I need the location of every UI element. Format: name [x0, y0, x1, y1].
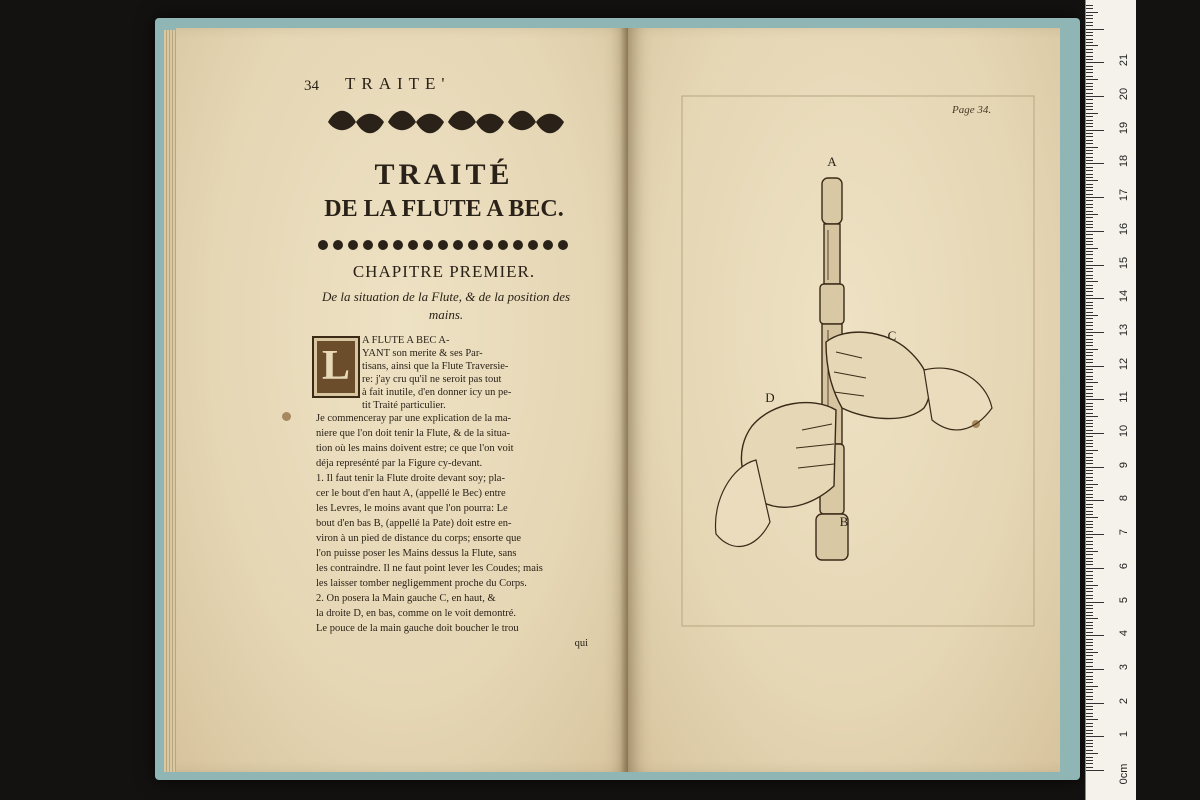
ruler-tick — [1086, 628, 1093, 629]
ruler-tick — [1086, 507, 1093, 508]
ruler-tick — [1086, 133, 1093, 134]
ruler-tick — [1086, 352, 1093, 353]
ruler-tick — [1086, 676, 1093, 677]
ruler-tick — [1086, 305, 1093, 306]
ruler-number: 5 — [1118, 596, 1130, 603]
ruler-tick — [1086, 399, 1104, 400]
ruler-tick — [1086, 537, 1093, 538]
ruler-tick — [1086, 349, 1098, 350]
ruler-tick — [1086, 281, 1098, 282]
ruler-tick — [1086, 386, 1093, 387]
ruler-tick — [1086, 99, 1093, 100]
ruler-tick — [1086, 531, 1093, 532]
ruler-tick — [1086, 595, 1093, 596]
ruler-tick — [1086, 618, 1098, 619]
ruler-tick — [1086, 285, 1093, 286]
label-b: B — [839, 514, 849, 529]
ruler-tick — [1086, 504, 1093, 505]
ruler-tick — [1086, 342, 1093, 343]
ruler-tick — [1086, 238, 1093, 239]
ruler-tick — [1086, 719, 1098, 720]
ruler-tick — [1086, 224, 1093, 225]
ruler-tick — [1086, 578, 1093, 579]
ruler-tick — [1086, 39, 1093, 40]
ruler-number: 14 — [1118, 290, 1130, 303]
ruler-tick — [1086, 679, 1093, 680]
ruler-tick — [1086, 291, 1093, 292]
ruler-tick — [1086, 318, 1093, 319]
ruler-tick — [1086, 268, 1093, 269]
ruler-tick — [1086, 32, 1093, 33]
text-line: re: j'ay cru qu'il ne seroit pas tout — [362, 374, 502, 385]
ruler-tick — [1086, 308, 1093, 309]
ruler-tick — [1086, 298, 1104, 299]
text-line: viron à un pied de distance du corps; ensorte que — [316, 533, 521, 544]
ruler-number: 15 — [1118, 256, 1130, 269]
ruler-tick — [1086, 69, 1093, 70]
ruler-tick — [1086, 197, 1104, 198]
ruler-tick — [1086, 93, 1093, 94]
ruler-tick — [1086, 251, 1093, 252]
ruler-tick — [1086, 706, 1093, 707]
subtitle-line: De la situation de la Flute, & de la position des — [321, 289, 571, 304]
ruler-tick — [1086, 217, 1093, 218]
ruler-tick — [1086, 521, 1093, 522]
text-line: niere que l'on doit tenir la Flute, & de la situa- — [316, 428, 511, 439]
ruler-tick — [1086, 632, 1093, 633]
ruler-number: 4 — [1118, 630, 1130, 637]
ruler-tick — [1086, 608, 1093, 609]
ornament-headpiece-icon — [320, 105, 570, 139]
ruler-tick — [1086, 180, 1098, 181]
ruler-tick — [1086, 686, 1098, 687]
ruler-tick — [1086, 659, 1093, 660]
ruler-tick — [1086, 605, 1093, 606]
ruler-tick — [1086, 642, 1093, 643]
ruler-tick — [1086, 345, 1093, 346]
ruler-tick — [1086, 322, 1093, 323]
ruler-tick — [1086, 652, 1098, 653]
title-sub: DE LA FLUTE A BEC. — [324, 196, 564, 222]
ruler-tick — [1086, 564, 1093, 565]
ruler-tick — [1086, 66, 1093, 67]
text-line: cer le bout d'en haut A, (appellé le Bec) entre — [316, 488, 506, 499]
ruler-tick — [1086, 585, 1098, 586]
ruler-tick — [1086, 325, 1093, 326]
ruler-tick — [1086, 382, 1098, 383]
ruler-tick — [1086, 655, 1093, 656]
ruler-tick — [1086, 248, 1098, 249]
ruler-tick — [1086, 25, 1093, 26]
ruler-number: 6 — [1118, 562, 1130, 569]
ruler-tick — [1086, 106, 1093, 107]
ruler-tick — [1086, 602, 1104, 603]
text-line: à fait inutile, d'en donner icy un pe- — [362, 387, 512, 398]
ruler-tick — [1086, 467, 1104, 468]
foxing-spot — [972, 420, 980, 428]
ruler-unit: 0cm — [1118, 763, 1130, 785]
ruler-tick — [1086, 42, 1093, 43]
ruler-tick — [1086, 5, 1093, 6]
running-head: TRAITE' — [345, 74, 451, 93]
ruler-tick — [1086, 147, 1098, 148]
ruler-tick — [1086, 389, 1093, 390]
ruler-tick — [1086, 763, 1093, 764]
ruler-number: 3 — [1118, 663, 1130, 670]
ruler-tick — [1086, 760, 1093, 761]
ruler-tick — [1086, 157, 1093, 158]
ornament-rule-icon — [316, 237, 578, 253]
ruler-tick — [1086, 56, 1093, 57]
ruler-tick — [1086, 59, 1093, 60]
ruler-tick — [1086, 103, 1093, 104]
ruler-number: 18 — [1118, 155, 1130, 168]
ruler-tick — [1086, 736, 1104, 737]
ruler-number: 10 — [1118, 424, 1130, 438]
ruler-number: 11 — [1118, 391, 1130, 404]
ruler-tick — [1086, 265, 1104, 266]
ruler-tick — [1086, 524, 1093, 525]
ruler-number: 16 — [1118, 222, 1130, 235]
ruler-tick — [1086, 457, 1093, 458]
ruler-tick — [1086, 86, 1093, 87]
ruler-tick — [1086, 561, 1093, 562]
ruler-tick — [1086, 136, 1093, 137]
ruler-tick — [1086, 18, 1093, 19]
ruler-tick — [1086, 35, 1093, 36]
ruler-tick — [1086, 244, 1093, 245]
ruler-tick — [1086, 126, 1093, 127]
ruler-tick — [1086, 500, 1104, 501]
ruler-tick — [1086, 339, 1093, 340]
ruler-tick — [1086, 757, 1093, 758]
ruler-tick — [1086, 130, 1104, 131]
ruler-tick — [1086, 554, 1093, 555]
chapter-heading: CHAPITRE PREMIER. — [352, 262, 536, 281]
catchword: qui — [574, 638, 588, 649]
ruler-tick — [1086, 692, 1093, 693]
ruler-number: 12 — [1118, 357, 1130, 370]
ruler-tick — [1086, 639, 1093, 640]
ruler-tick — [1086, 544, 1093, 545]
ruler-tick — [1086, 672, 1093, 673]
ruler-tick — [1086, 484, 1098, 485]
label-c: C — [887, 328, 897, 343]
ruler-tick — [1086, 473, 1093, 474]
ruler-tick — [1086, 150, 1093, 151]
ruler-tick — [1086, 211, 1093, 212]
ruler-tick — [1086, 497, 1093, 498]
ruler-tick — [1086, 517, 1098, 518]
ruler-tick — [1086, 227, 1093, 228]
ruler-tick — [1086, 669, 1104, 670]
ruler-tick — [1086, 76, 1093, 77]
ruler-tick — [1086, 487, 1093, 488]
ruler-tick — [1086, 420, 1093, 421]
ruler-tick — [1086, 470, 1093, 471]
ruler-tick — [1086, 362, 1093, 363]
ruler-number: 19 — [1118, 121, 1130, 134]
drop-cap-initial: L — [312, 336, 360, 398]
chapter-subtitle — [300, 288, 592, 324]
ruler-tick — [1086, 568, 1104, 569]
ruler-tick — [1086, 403, 1093, 404]
ruler-tick — [1086, 770, 1104, 771]
ruler-tick — [1086, 477, 1093, 478]
ruler-tick — [1086, 278, 1093, 279]
ruler-tick — [1086, 409, 1093, 410]
ruler-tick — [1086, 163, 1104, 164]
ruler-tick — [1086, 177, 1093, 178]
ruler-number: 1 — [1118, 731, 1130, 738]
measurement-ruler — [1085, 0, 1136, 800]
text-line: les contraindre. Il ne faut point lever les Coudes; mais — [316, 563, 543, 574]
text-line: YANT son merite & ses Par- — [362, 348, 483, 359]
ruler-tick — [1086, 72, 1093, 73]
ruler-tick — [1086, 396, 1093, 397]
ruler-tick — [1086, 635, 1104, 636]
ruler-tick — [1086, 463, 1093, 464]
ruler-tick — [1086, 376, 1093, 377]
ruler-tick — [1086, 750, 1093, 751]
ruler-tick — [1086, 713, 1093, 714]
ruler-tick — [1086, 113, 1098, 114]
ruler-tick — [1086, 723, 1093, 724]
ruler-tick — [1086, 453, 1093, 454]
ruler-tick — [1086, 332, 1104, 333]
ruler-number: 13 — [1118, 323, 1130, 337]
ruler-tick — [1086, 231, 1104, 232]
ruler-tick — [1086, 258, 1093, 259]
ruler-number: 2 — [1118, 697, 1130, 704]
ruler-tick — [1086, 423, 1093, 424]
ruler-tick — [1086, 83, 1093, 84]
ruler-tick — [1086, 511, 1093, 512]
ruler-tick — [1086, 733, 1093, 734]
ruler-tick — [1086, 662, 1093, 663]
ruler-tick — [1086, 143, 1093, 144]
left-hand-icon — [826, 332, 992, 430]
text-line: les laisser tomber negligemment proche du Corps. — [316, 578, 527, 589]
ruler-tick — [1086, 15, 1093, 16]
text-line: la droite D, en bas, comme on le voit demontré. — [316, 608, 517, 619]
ruler-tick — [1086, 625, 1093, 626]
ruler-number: 21 — [1118, 54, 1130, 67]
ruler-tick — [1086, 436, 1093, 437]
ruler-tick — [1086, 204, 1093, 205]
ruler-tick — [1086, 200, 1093, 201]
ruler-tick — [1086, 666, 1093, 667]
ruler-tick — [1086, 275, 1093, 276]
text-line: déja represénté par la Figure cy-devant. — [316, 458, 483, 469]
label-d: D — [765, 390, 775, 405]
ruler-tick — [1086, 446, 1093, 447]
ruler-tick — [1086, 329, 1093, 330]
ruler-tick — [1086, 194, 1093, 195]
text-line: tit Traité particulier. — [362, 400, 446, 411]
ruler-tick — [1086, 190, 1093, 191]
ruler-tick — [1086, 174, 1093, 175]
foxing-spot — [282, 412, 291, 421]
ruler-tick — [1086, 207, 1093, 208]
ruler-tick — [1086, 254, 1093, 255]
ruler-tick — [1086, 45, 1098, 46]
text-line: Je commenceray par une explication de la ma- — [316, 413, 512, 424]
ruler-tick — [1086, 96, 1104, 97]
engraving-plate — [636, 90, 1056, 650]
text-line: tisans, ainsi que la Flute Traversie- — [362, 361, 509, 372]
ruler-tick — [1086, 575, 1093, 576]
label-a: A — [827, 154, 837, 169]
text-line: 2. On posera la Main gauche C, en haut, & — [316, 593, 496, 604]
ruler-tick — [1086, 767, 1093, 768]
ruler-tick — [1086, 116, 1093, 117]
ruler-tick — [1086, 746, 1093, 747]
ruler-tick — [1086, 689, 1093, 690]
ruler-tick — [1086, 534, 1104, 535]
ruler-tick — [1086, 302, 1093, 303]
plate-page-label: Page 34. — [952, 104, 992, 116]
ruler-tick — [1086, 109, 1093, 110]
ruler-tick — [1086, 581, 1093, 582]
ruler-tick — [1086, 416, 1098, 417]
ruler-tick — [1086, 514, 1093, 515]
text-line: l'on puisse poser les Mains dessus la Flute, sans — [316, 548, 517, 559]
ruler-tick — [1086, 571, 1093, 572]
ruler-tick — [1086, 703, 1104, 704]
ruler-tick — [1086, 366, 1104, 367]
ruler-number: 17 — [1118, 188, 1130, 202]
ruler-tick — [1086, 140, 1093, 141]
ruler-tick — [1086, 12, 1098, 13]
ruler-tick — [1086, 588, 1093, 589]
text-line: Le pouce de la main gauche doit boucher le trou — [316, 623, 519, 634]
ruler-number: 8 — [1118, 495, 1130, 502]
ruler-tick — [1086, 726, 1093, 727]
ruler-tick — [1086, 184, 1093, 185]
page-number: 34 — [304, 78, 319, 94]
ruler-tick — [1086, 393, 1093, 394]
ruler-tick — [1086, 62, 1104, 63]
ruler-tick — [1086, 730, 1093, 731]
ruler-tick — [1086, 426, 1093, 427]
ruler-tick — [1086, 406, 1093, 407]
ruler-tick — [1086, 622, 1093, 623]
ruler-tick — [1086, 551, 1098, 552]
ruler-tick — [1086, 261, 1093, 262]
text-line: A FLUTE A BEC A- — [362, 335, 450, 346]
ruler-tick — [1086, 494, 1093, 495]
ruler-tick — [1086, 234, 1093, 235]
ruler-tick — [1086, 413, 1093, 414]
ruler-tick — [1086, 460, 1093, 461]
ruler-tick — [1086, 167, 1093, 168]
ruler-tick — [1086, 649, 1093, 650]
ruler-tick — [1086, 433, 1104, 434]
ruler-tick — [1086, 49, 1093, 50]
ruler-tick — [1086, 753, 1098, 754]
ruler-tick — [1086, 120, 1093, 121]
ruler-tick — [1086, 612, 1093, 613]
ruler-tick — [1086, 288, 1093, 289]
text-line: bout d'en bas B, (appellé la Pate) doit estre en- — [316, 518, 512, 529]
text-line: 1. Il faut tenir la Flute droite devant soy; pla- — [316, 473, 505, 484]
ruler-tick — [1086, 160, 1093, 161]
ruler-tick — [1086, 598, 1093, 599]
ruler-tick — [1086, 89, 1093, 90]
ruler-tick — [1086, 315, 1098, 316]
ruler-tick — [1086, 699, 1093, 700]
ruler-tick — [1086, 187, 1093, 188]
ruler-tick — [1086, 295, 1093, 296]
ruler-tick — [1086, 335, 1093, 336]
ruler-tick — [1086, 170, 1093, 171]
ruler-tick — [1086, 372, 1093, 373]
ruler-tick — [1086, 443, 1093, 444]
ruler-tick — [1086, 79, 1098, 80]
ruler-tick — [1086, 645, 1093, 646]
subtitle-line: mains. — [428, 307, 464, 322]
ruler-tick — [1086, 153, 1093, 154]
ruler-number: 7 — [1118, 529, 1130, 536]
ruler-tick — [1086, 221, 1093, 222]
ruler-tick — [1086, 8, 1093, 9]
ruler-tick — [1086, 591, 1093, 592]
ruler-tick — [1086, 548, 1093, 549]
ruler-tick — [1086, 214, 1098, 215]
ruler-tick — [1086, 440, 1093, 441]
ruler-tick — [1086, 740, 1093, 741]
ruler-tick — [1086, 369, 1093, 370]
ruler-tick — [1086, 490, 1093, 491]
ruler-tick — [1086, 541, 1093, 542]
ruler-tick — [1086, 527, 1093, 528]
ruler-tick — [1086, 271, 1093, 272]
ruler-tick — [1086, 743, 1093, 744]
ruler-tick — [1086, 716, 1093, 717]
ruler-tick — [1086, 615, 1093, 616]
ruler-tick — [1086, 355, 1093, 356]
ruler-number: 20 — [1118, 87, 1130, 101]
text-line: les Levres, le moins avant que l'on pourra: Le — [316, 503, 508, 514]
ruler-tick — [1086, 558, 1093, 559]
ruler-tick — [1086, 123, 1093, 124]
ruler-tick — [1086, 29, 1104, 30]
ruler-number: 9 — [1118, 461, 1130, 468]
ruler-tick — [1086, 241, 1093, 242]
title-main: TRAITÉ — [374, 158, 514, 191]
ruler-tick — [1086, 430, 1093, 431]
ruler-tick — [1086, 480, 1093, 481]
text-line: tion où les mains doivent estre; ce que l'on voit — [316, 443, 514, 454]
ruler-tick — [1086, 696, 1093, 697]
ruler-tick — [1086, 359, 1093, 360]
ruler-tick — [1086, 682, 1093, 683]
ruler-tick — [1086, 379, 1093, 380]
ruler-tick — [1086, 709, 1093, 710]
ruler-tick — [1086, 52, 1093, 53]
ruler-tick — [1086, 22, 1093, 23]
ruler-tick — [1086, 312, 1093, 313]
ruler-tick — [1086, 450, 1098, 451]
